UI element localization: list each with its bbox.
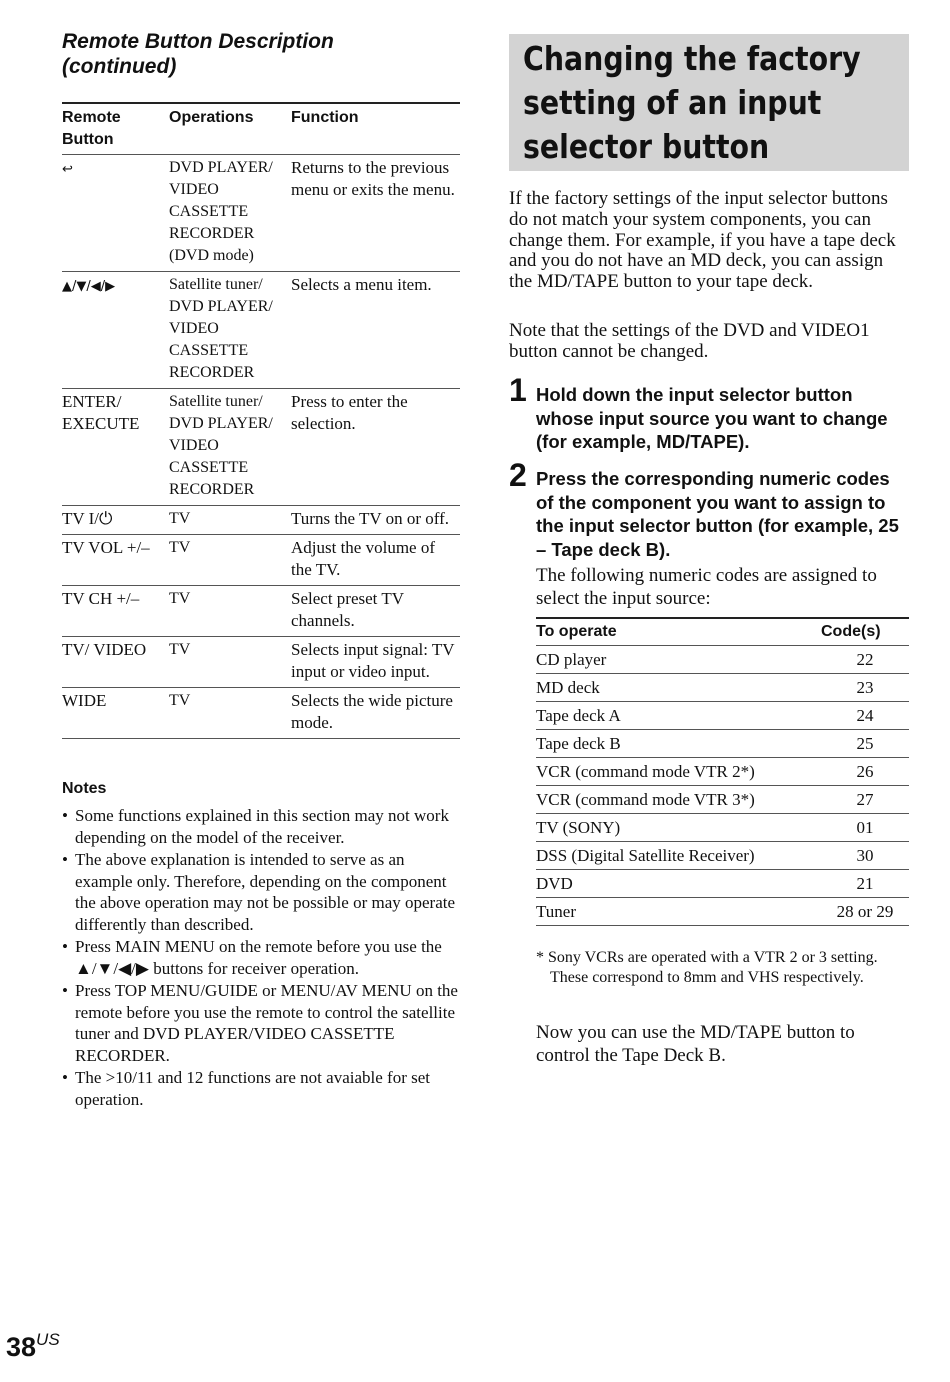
table-row [62,155,460,272]
component-code: 30 [821,842,909,870]
component-code: 01 [821,814,909,842]
row-button: TV VOL +/– [62,535,169,586]
component-name: DSS (Digital Satellite Receiver) [536,842,821,870]
row-button: TV CH +/– [62,586,169,637]
table-row [536,674,909,702]
table-row [536,730,909,758]
header-operations: Operations [169,103,291,155]
page-number [6,1332,60,1363]
table-row [62,389,460,506]
table-header-row [536,618,909,646]
component-name: Tape deck A [536,702,821,730]
notes-title: Notes [62,780,107,797]
component-code: 25 [821,730,909,758]
remote-button-table [62,102,460,739]
step-1-text: Hold down the input selector button whose input source you want to change (for example, MD/TAPE). [536,384,888,452]
row-button: TV I/⏻ [62,506,169,535]
table-row [62,637,460,688]
table-row [536,758,909,786]
page-title [523,37,861,169]
component-name: MD deck [536,674,821,702]
row-operations: DVD PLAYER/ VIDEO CASSETTE RECORDER (DVD mode) [169,155,291,272]
page-title-line1: Changing the factory [523,39,861,78]
header-remote-button: Remote Button [62,103,169,155]
list-item: • The >10/11 and 12 functions are not avaiable for set operation. [62,1067,462,1110]
title-banner [509,34,909,171]
row-function: Adjust the volume of the TV. [291,535,460,586]
table-row [536,870,909,898]
row-function: Selects input signal: TV input or video input. [291,637,460,688]
row-function: Turns the TV on or off. [291,506,460,535]
row-operations: TV [169,637,291,688]
step-2-subtext: The following numeric codes are assigned to select the input source: [536,565,877,609]
page-title-line3: selector button [523,127,770,166]
component-code: 26 [821,758,909,786]
component-name: TV (SONY) [536,814,821,842]
step-2-text: Press the corresponding numeric codes of the component you want to assign to the input selector button (for example, 25 – Tape deck B). [536,468,899,560]
table-row [62,506,460,535]
row-function: Returns to the previous menu or exits the menu. [291,155,460,272]
list-item: • The above explanation is intended to serve as an example only. Therefore, depending on the component the above operation may not be possible or may operate differently than described. [62,849,462,935]
notes-list [62,805,462,1111]
component-name: Tape deck B [536,730,821,758]
component-code: 23 [821,674,909,702]
table-row [62,688,460,739]
row-button: TV/ VIDEO [62,637,169,688]
table-row [536,814,909,842]
row-operations: TV [169,586,291,637]
footnote: * Sony VCRs are operated with a VTR 2 or 3 setting. These correspond to 8mm and VHS respectively. [536,949,878,986]
table-row [62,586,460,637]
table-row [536,842,909,870]
list-item: • Press TOP MENU/GUIDE or MENU/AV MENU on the remote before you use the remote to control the satellite tuner and DVD PLAYER/VIDEO CASSETTE RECORDER. [62,980,462,1066]
component-code: 22 [821,646,909,674]
table-header-row [62,103,460,155]
table-row [536,786,909,814]
component-code: 27 [821,786,909,814]
section-heading-line1: Remote Button Description [62,30,334,53]
component-code: 21 [821,870,909,898]
row-function: Select preset TV channels. [291,586,460,637]
component-name: CD player [536,646,821,674]
section-heading-line2: (continued) [62,55,177,78]
component-code: 24 [821,702,909,730]
row-operations: TV [169,688,291,739]
list-item: • Press MAIN MENU on the remote before you use the ▲/▼/◀/▶ buttons for receiver operation. [62,936,462,979]
list-item: • Some functions explained in this section may not work depending on the model of the receiver. [62,805,462,848]
section-heading [62,29,462,79]
arrow-keys-symbol: ▲/▼/◀/▶ [62,279,116,294]
header-function: Function [291,103,460,155]
page-title-line2: setting of an input [523,83,822,122]
row-operations: Satellite tuner/ DVD PLAYER/ VIDEO CASSETTE RECORDER [169,389,291,506]
component-name: Tuner [536,898,821,926]
row-button: WIDE [62,688,169,739]
return-symbol: ↩ [62,162,73,177]
step-2-number: 2 [509,457,527,493]
component-name: VCR (command mode VTR 2*) [536,758,821,786]
return-icon [62,155,169,272]
table-row [536,702,909,730]
row-operations: TV [169,506,291,535]
row-function: Selects a menu item. [291,272,460,389]
component-code: 28 or 29 [821,898,909,926]
component-name: VCR (command mode VTR 3*) [536,786,821,814]
table-row [62,535,460,586]
row-operations: Satellite tuner/ DVD PLAYER/ VIDEO CASSETTE RECORDER [169,272,291,389]
row-operations: TV [169,535,291,586]
page-number-suffix: US [36,1330,60,1349]
header-to-operate: To operate [536,618,821,646]
input-code-table [536,617,909,926]
header-codes: Code(s) [821,618,909,646]
row-function: Press to enter the selection. [291,389,460,506]
intro-paragraph: If the factory settings of the input selector buttons do not match your system components, you can change them. For example, if you have a tape deck and you do not have an MD deck, you can assign the MD/TAPE button to your tape deck. [509,188,896,293]
page-number-value: 38 [6,1332,37,1362]
table-row [62,272,460,389]
table-row [536,646,909,674]
table-row [536,898,909,926]
closing-paragraph: Now you can use the MD/TAPE button to control the Tape Deck B. [536,1022,855,1066]
component-name: DVD [536,870,821,898]
row-function: Selects the wide picture mode. [291,688,460,739]
arrow-keys-icon [62,272,169,389]
note-paragraph: Note that the settings of the DVD and VIDEO1 button cannot be changed. [509,320,870,362]
row-button: ENTER/ EXECUTE [62,389,169,506]
step-1-number: 1 [509,372,527,408]
